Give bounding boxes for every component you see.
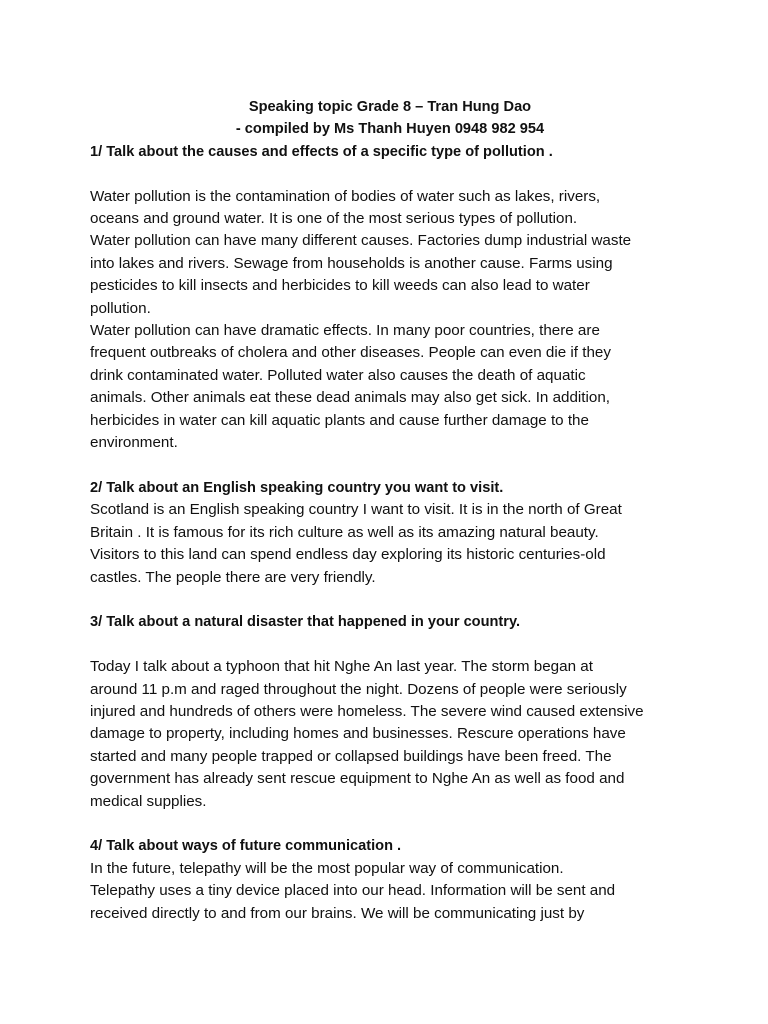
text-line: Telepathy uses a tiny device placed into our head. Information will be sent and bbox=[90, 882, 616, 900]
question-3-heading: 3/ Talk about a natural disaster that happened in your country. bbox=[90, 614, 521, 631]
text-line: drink contaminated water. Polluted water also causes the death of aquatic bbox=[90, 366, 586, 384]
text-line: Britain . It is famous for its rich culture as well as its amazing natural beauty. bbox=[90, 523, 599, 541]
text-line: Water pollution can have dramatic effects. In many poor countries, there are bbox=[90, 322, 600, 340]
answer-1-text bbox=[90, 186, 690, 455]
text-line: castles. The people there are very friendly. bbox=[90, 568, 376, 586]
text-line: pollution. bbox=[90, 299, 151, 317]
text-line: received directly to and from our brains. We will be communicating just by bbox=[90, 904, 585, 922]
text-line: oceans and ground water. It is one of the most serious types of pollution. bbox=[90, 210, 578, 228]
text-line: animals. Other animals eat these dead animals may also get sick. In addition, bbox=[90, 389, 611, 407]
document-title: Speaking topic Grade 8 – Tran Hung Dao bbox=[248, 99, 532, 115]
spacer bbox=[90, 634, 690, 656]
spacer bbox=[90, 163, 690, 185]
text-line: In the future, telepathy will be the most popular way of communication. bbox=[90, 859, 564, 877]
document-subtitle: - compiled by Ms Thanh Huyen 0948 982 954 bbox=[235, 121, 545, 138]
text-line: into lakes and rivers. Sewage from households is another cause. Farms using bbox=[90, 254, 613, 272]
question-4-heading: 4/ Talk about ways of future communication . bbox=[90, 838, 402, 855]
text-line: Visitors to this land can spend endless day exploring its historic centuries-old bbox=[90, 546, 606, 564]
text-line: Scotland is an English speaking country I want to visit. It is in the north of Great bbox=[90, 501, 622, 519]
answer-2-text bbox=[90, 499, 690, 589]
spacer bbox=[90, 454, 690, 476]
question-2-heading: 2/ Talk about an English speaking country you want to visit. bbox=[90, 479, 504, 496]
text-line: damage to property, including homes and businesses. Rescure operations have bbox=[90, 725, 626, 743]
text-line: Water pollution is the contamination of bodies of water such as lakes, rivers, bbox=[90, 187, 601, 205]
text-line: frequent outbreaks of cholera and other diseases. People can even die if they bbox=[90, 344, 611, 362]
text-line: started and many people trapped or collapsed buildings have been freed. The bbox=[90, 747, 612, 765]
answer-4-text bbox=[90, 858, 690, 925]
text-line: pesticides to kill insects and herbicides to kill weeds can also lead to water bbox=[90, 277, 590, 295]
text-line: around 11 p.m and raged throughout the night. Dozens of people were seriously bbox=[90, 680, 627, 698]
text-line: government has already sent rescue equipment to Nghe An as well as food and bbox=[90, 770, 625, 788]
question-1-heading: 1/ Talk about the causes and effects of a specific type of pollution . bbox=[90, 143, 553, 160]
text-line: injured and hundreds of others were homeless. The severe wind caused extensive bbox=[90, 702, 644, 720]
text-line: herbicides in water can kill aquatic plants and cause further damage to the bbox=[90, 411, 589, 429]
answer-3-text bbox=[90, 656, 690, 813]
spacer bbox=[90, 813, 690, 835]
text-line: medical supplies. bbox=[90, 792, 207, 810]
document-page bbox=[90, 96, 690, 925]
text-line: Today I talk about a typhoon that hit Nghe An last year. The storm began at bbox=[90, 658, 593, 676]
text-line: Water pollution can have many different causes. Factories dump industrial waste bbox=[90, 232, 632, 250]
text-line: environment. bbox=[90, 434, 178, 452]
spacer bbox=[90, 589, 690, 611]
